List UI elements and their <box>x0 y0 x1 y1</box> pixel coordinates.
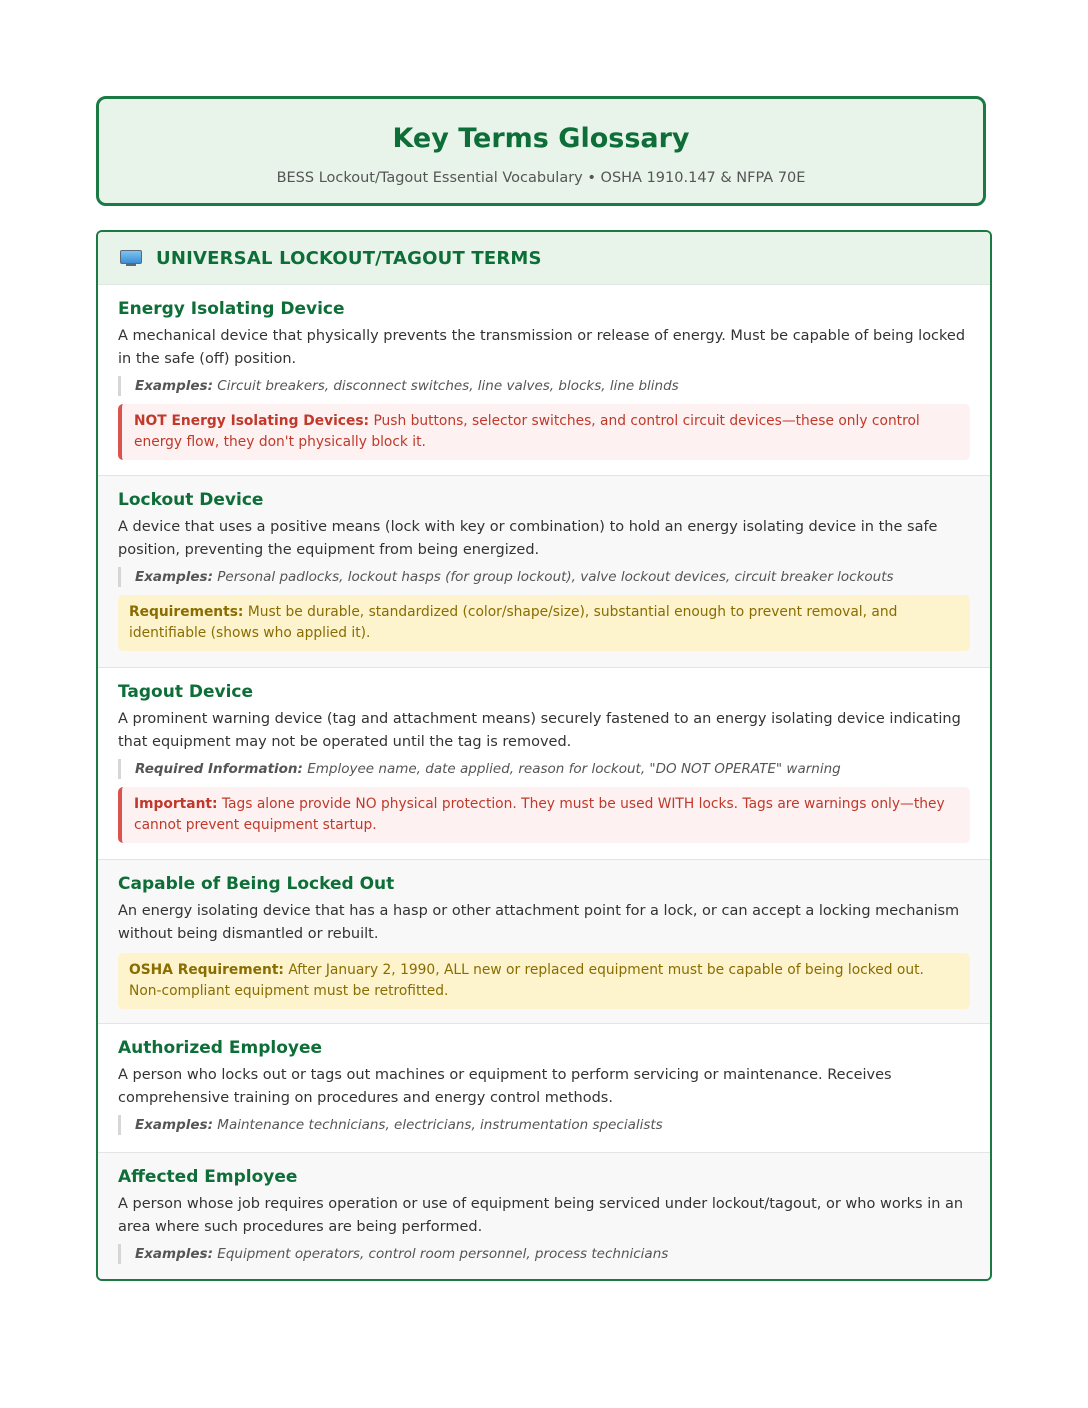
examples-text: Employee name, date applied, reason for lockout, "DO NOT OPERATE" warning <box>302 761 841 777</box>
examples-label: Examples: <box>135 569 213 585</box>
computer-icon <box>120 250 142 266</box>
callout-text: Must be durable, standardized (color/shape/size), substantial enough to prevent removal, and identifiable (shows who applied it). <box>129 604 898 641</box>
term-title: Authorized Employee <box>118 1038 323 1058</box>
term-energy-isolating-device <box>98 285 990 476</box>
examples-text: Circuit breakers, disconnect switches, line valves, blocks, line blinds <box>213 378 679 394</box>
callout-label: Important: <box>134 796 218 812</box>
term-examples <box>118 376 970 396</box>
term-required-information <box>118 759 970 779</box>
term-definition: A person whose job requires operation or use of equipment being serviced under lockout/tagout, or who works in an area where such procedures are being performed. <box>118 1196 964 1235</box>
term-examples <box>118 1244 970 1264</box>
examples-label: Examples: <box>135 378 213 394</box>
term-definition: A mechanical device that physically prevents the transmission or release of energy. Must be capable of being locked in the safe (off) position. <box>118 328 966 367</box>
examples-label: Examples: <box>135 1117 213 1133</box>
callout-label: OSHA Requirement: <box>129 962 284 978</box>
examples-text: Maintenance technicians, electricians, instrumentation specialists <box>213 1117 663 1133</box>
callout-text: Push buttons, selector switches, and control circuit devices—these only control energy flow, they don't physically block it. <box>134 413 920 450</box>
examples-label: Required Information: <box>135 761 303 777</box>
term-title: Lockout Device <box>118 490 264 510</box>
examples-label: Examples: <box>135 1246 213 1262</box>
callout-label: NOT Energy Isolating Devices: <box>134 413 370 429</box>
callout-text: Tags alone provide NO physical protection. They must be used WITH locks. Tags are warnings only—they cannot prevent equipment startup. <box>134 796 945 833</box>
term-examples <box>118 1115 970 1135</box>
examples-text: Personal padlocks, lockout hasps (for group lockout), valve lockout devices, circuit breaker lockouts <box>213 569 894 585</box>
page-title: Key Terms Glossary <box>392 123 690 154</box>
page-subtitle: BESS Lockout/Tagout Essential Vocabulary • OSHA 1910.147 & NFPA 70E <box>276 170 806 186</box>
term-tagout-device <box>98 668 990 860</box>
warning-callout <box>118 404 970 460</box>
term-definition: A prominent warning device (tag and attachment means) securely fastened to an energy isolating device indicating that equipment may not be operated until the tag is removed. <box>118 711 961 750</box>
examples-text: Equipment operators, control room personnel, process technicians <box>213 1246 669 1262</box>
term-definition: A device that uses a positive means (lock with key or combination) to hold an energy isolating device in the safe position, preventing the equipment from being energized. <box>118 519 938 558</box>
glossary-header <box>96 96 986 206</box>
section-title: UNIVERSAL LOCKOUT/TAGOUT TERMS <box>156 247 542 269</box>
term-definition: An energy isolating device that has a hasp or other attachment point for a lock, or can accept a locking mechanism without being dismantled or rebuilt. <box>118 903 960 942</box>
callout-label: Requirements: <box>129 604 244 620</box>
term-capable-of-being-locked-out <box>98 860 990 1024</box>
term-title: Capable of Being Locked Out <box>118 874 395 894</box>
callout-text: After January 2, 1990, ALL new or replaced equipment must be capable of being locked out. Non-compliant equipment must be retrofitted. <box>129 962 924 999</box>
term-affected-employee <box>98 1153 990 1281</box>
requirement-callout <box>118 595 970 651</box>
requirement-callout <box>118 953 970 1009</box>
term-title: Energy Isolating Device <box>118 299 345 319</box>
term-authorized-employee <box>98 1024 990 1153</box>
term-lockout-device <box>98 476 990 668</box>
term-title: Affected Employee <box>118 1167 298 1187</box>
warning-callout <box>118 787 970 843</box>
term-examples <box>118 567 970 587</box>
universal-terms-section <box>96 230 992 1281</box>
term-title: Tagout Device <box>118 682 254 702</box>
term-definition: A person who locks out or tags out machines or equipment to perform servicing or maintenance. Receives comprehensive training on procedures and energy control methods. <box>118 1067 892 1106</box>
section-header <box>98 232 990 285</box>
